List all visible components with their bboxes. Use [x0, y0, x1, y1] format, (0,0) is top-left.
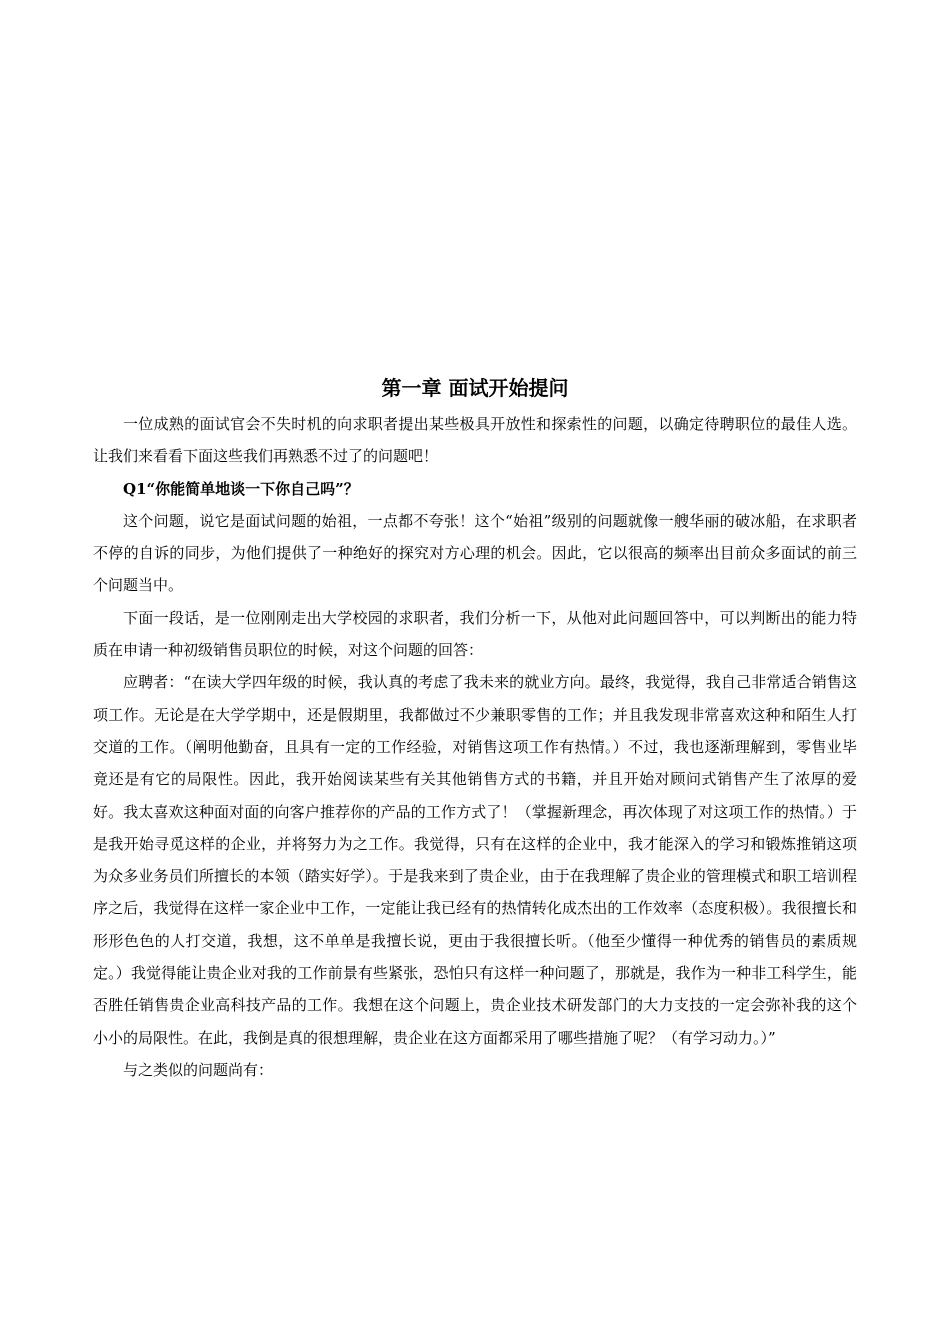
paragraph-example-intro: 下面一段话，是一位刚刚走出大学校园的求职者，我们分析一下，从他对此问题回答中，可以判断出的能力特质在申请一种初级销售员职位的时候，对这个问题的回答：	[93, 608, 857, 660]
paragraph-similar-questions: 与之类似的问题尚有：	[123, 1060, 274, 1079]
paragraph-applicant-answer: 应聘者：“在读大学四年级的时候，我认真的考虑了我未来的就业方向。最终，我觉得，我自己非常适合销售这项工作。无论是在大学学期中，还是假期里，我都做过不少兼职零售的工作；并且我发现非常喜欢这种和陌生人打交道的工作。（阐明他勤奋，且具有一定的工作经验，对销售这项工作有热情。）不过，我也逐渐理解到，零售业毕竟还是有它的局限性。因此，我开始阅读某些有关其他销售方式的书籍，并且开始对顾问式销售产生了浓厚的爱好。我太喜欢这种面对面的向客户推荐你的产品的工作方式了！（掌握新理念，再次体现了对这项工作的热情。）于是我开始寻觅这样的企业，并将努力为之工作。我觉得，只有在这样的企业中，我才能深入的学习和锻炼推销这项为众多业务员们所擅长的本领（踏实好学）。于是我来到了贵企业，由于在我理解了贵企业的管理模式和职工培训程序之后，我觉得在这样一家企业中工作，一定能让我已经有的热情转化成杰出的工作效率（态度积极）。我很擅长和形形色色的人打交道，我想，这不单单是我擅长说，更由于我很擅长听。（他至少懂得一种优秀的销售员的素质规定。）我觉得能让贵企业对我的工作前景有些紧张，恐怕只有这样一种问题了，那就是，我作为一种非工科学生，能否胜任销售贵企业高科技产品的工作。我想在这个问题上，贵企业技术研发部门的大力支技的一定会弥补我的这个小小的局限性。在此，我倒是真的很想理解，贵企业在这方面都采用了哪些措施了呢？（有学习动力。）”	[93, 673, 857, 1047]
question-heading-q1: Q1“你能简单地谈一下你自己吗”？	[123, 479, 359, 498]
document-page	[93, 370, 857, 1086]
paragraph-q1-explanation: 这个问题，说它是面试问题的始祖，一点都不夸张！这个“始祖”级别的问题就像一艘华丽的破冰船，在求职者不停的自诉的同步，为他们提供了一种绝好的探究对方心理的机会。因此，它以很高的频率出目前众多面试的前三个问题当中。	[93, 511, 857, 595]
paragraph-intro: 一位成熟的面试官会不失时机的向求职者提出某些极具开放性和探索性的问题，以确定待聘职位的最佳人选。让我们来看看下面这些我们再熟悉不过了的问题吧！	[93, 415, 857, 466]
chapter-title: 第一章 面试开始提问	[381, 376, 569, 400]
